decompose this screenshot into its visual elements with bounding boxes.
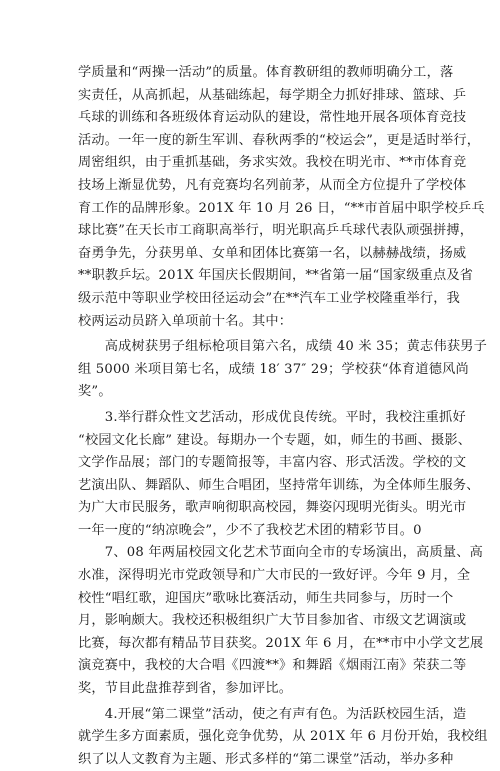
text-line: 为广大市民服务，歌声响彻职高校园，舞姿闪现明光街头。明光市 [78, 500, 467, 516]
text-line: 活动。一年一度的新生军训、春秋两季的“校运会”，更是适时举行， [78, 132, 481, 148]
text-line: 比赛，每次都有精品节目获奖。201X 年 6 月，在**市中小学文艺展 [78, 635, 484, 651]
text-line: 组 5000 米项目第七名，成绩 18′ 37″ 29；学校获“体育道德风尚 [78, 361, 469, 377]
text-line: 高成树获男子组标枪项目第六名，成绩 40 米 35；黄志伟获男子 [78, 339, 487, 355]
text-line: 奖”。 [78, 384, 112, 400]
text-line: 就学生多方面素质，强化竞争优势，从 201X 年 6 月份开始，我校组 [78, 729, 488, 745]
text-line: 实责任，从高抓起，从基础练起，每学期全力抓好排球、篮球、乒 [78, 87, 467, 103]
text-line: 水准，深得明光市党政领导和广大市民的一致好评。今年 9 月，全 [78, 568, 471, 584]
text-line: 一年一度的“纳凉晚会”，少不了我校艺术团的精彩节目。0 [78, 522, 422, 538]
paragraph-athletes [78, 336, 487, 404]
text-line: 乓球的训练和各班级体育运动队的建设，常性地开展各项体育竞技 [78, 110, 467, 126]
text-line: **职教乒坛。201X 年国庆长假期间，**省第一届“国家级重点及省 [78, 268, 474, 284]
text-line: 艺演出队、舞蹈队、师生合唱团，坚持常年训练，为全体师生服务、 [78, 477, 480, 493]
text-line: 校性“唱红歌，迎国庆”歌咏比赛活动，师生共同参与，历时一个 [78, 590, 454, 606]
paragraph-sports [78, 62, 485, 333]
text-line: 周密组织，由于重抓基础，务求实效。我校在明光市、**市体育竞 [78, 155, 467, 171]
text-line: 奋勇争先，分获男单、女单和团体比赛第一名，以赫赫战绩，扬威 [78, 245, 467, 261]
text-line: 育工作的品牌形象。201X 年 10 月 26 日，“**市首届中职学校乒乓 [78, 200, 485, 216]
paragraph-second-classroom [78, 704, 488, 771]
text-line: 3.举行群众性文艺活动，形成优良传统。平时，我校注重抓好 [78, 409, 466, 425]
text-line: 校两运动员跻入单项前十名。其中： [78, 313, 293, 329]
text-line: 学质量和“两操一活动”的质量。体育教研组的教师明确分工，落 [78, 65, 454, 80]
text-line: 奖，节目此盘推荐到省，参加评比。 [78, 681, 293, 697]
text-line: 球比赛”在天长市工商职高举行，明光职高乒乓球代表队顽强拼搏， [78, 223, 474, 239]
text-line: 演竞赛中，我校的大合唱《四渡**》和舞蹈《烟雨江南》荣获二等 [78, 658, 467, 674]
text-line: 月，影响颇大。我校还积极组织广大节目参加省、市级文艺调演或 [78, 613, 467, 629]
text-line: 7、08 年两届校园文化艺术节面向全市的专场演出，高质量、高 [78, 545, 484, 561]
text-line: 文学作品展；部门的专题简报等，丰富内容、形式活泼。学校的文 [78, 455, 467, 471]
text-line: “校园文化长廊” 建设。每期办一个专题，如，师生的书画、摄影、 [78, 432, 472, 448]
text-line: 级示范中等职业学校田径运动会”在**汽车工业学校隆重举行，我 [78, 290, 460, 306]
text-line: 4.开展“第二课堂”活动，使之有声有色。为活跃校园生活，造 [78, 706, 467, 722]
paragraph-arts [78, 407, 484, 701]
text-line: 织了以人文教育为主题、形式多样的“第二课堂”活动，举办多种 [78, 751, 454, 767]
text-line: 技场上渐显优势，凡有竞赛均名列前茅，从而全方位提升了学校体 [78, 177, 467, 193]
